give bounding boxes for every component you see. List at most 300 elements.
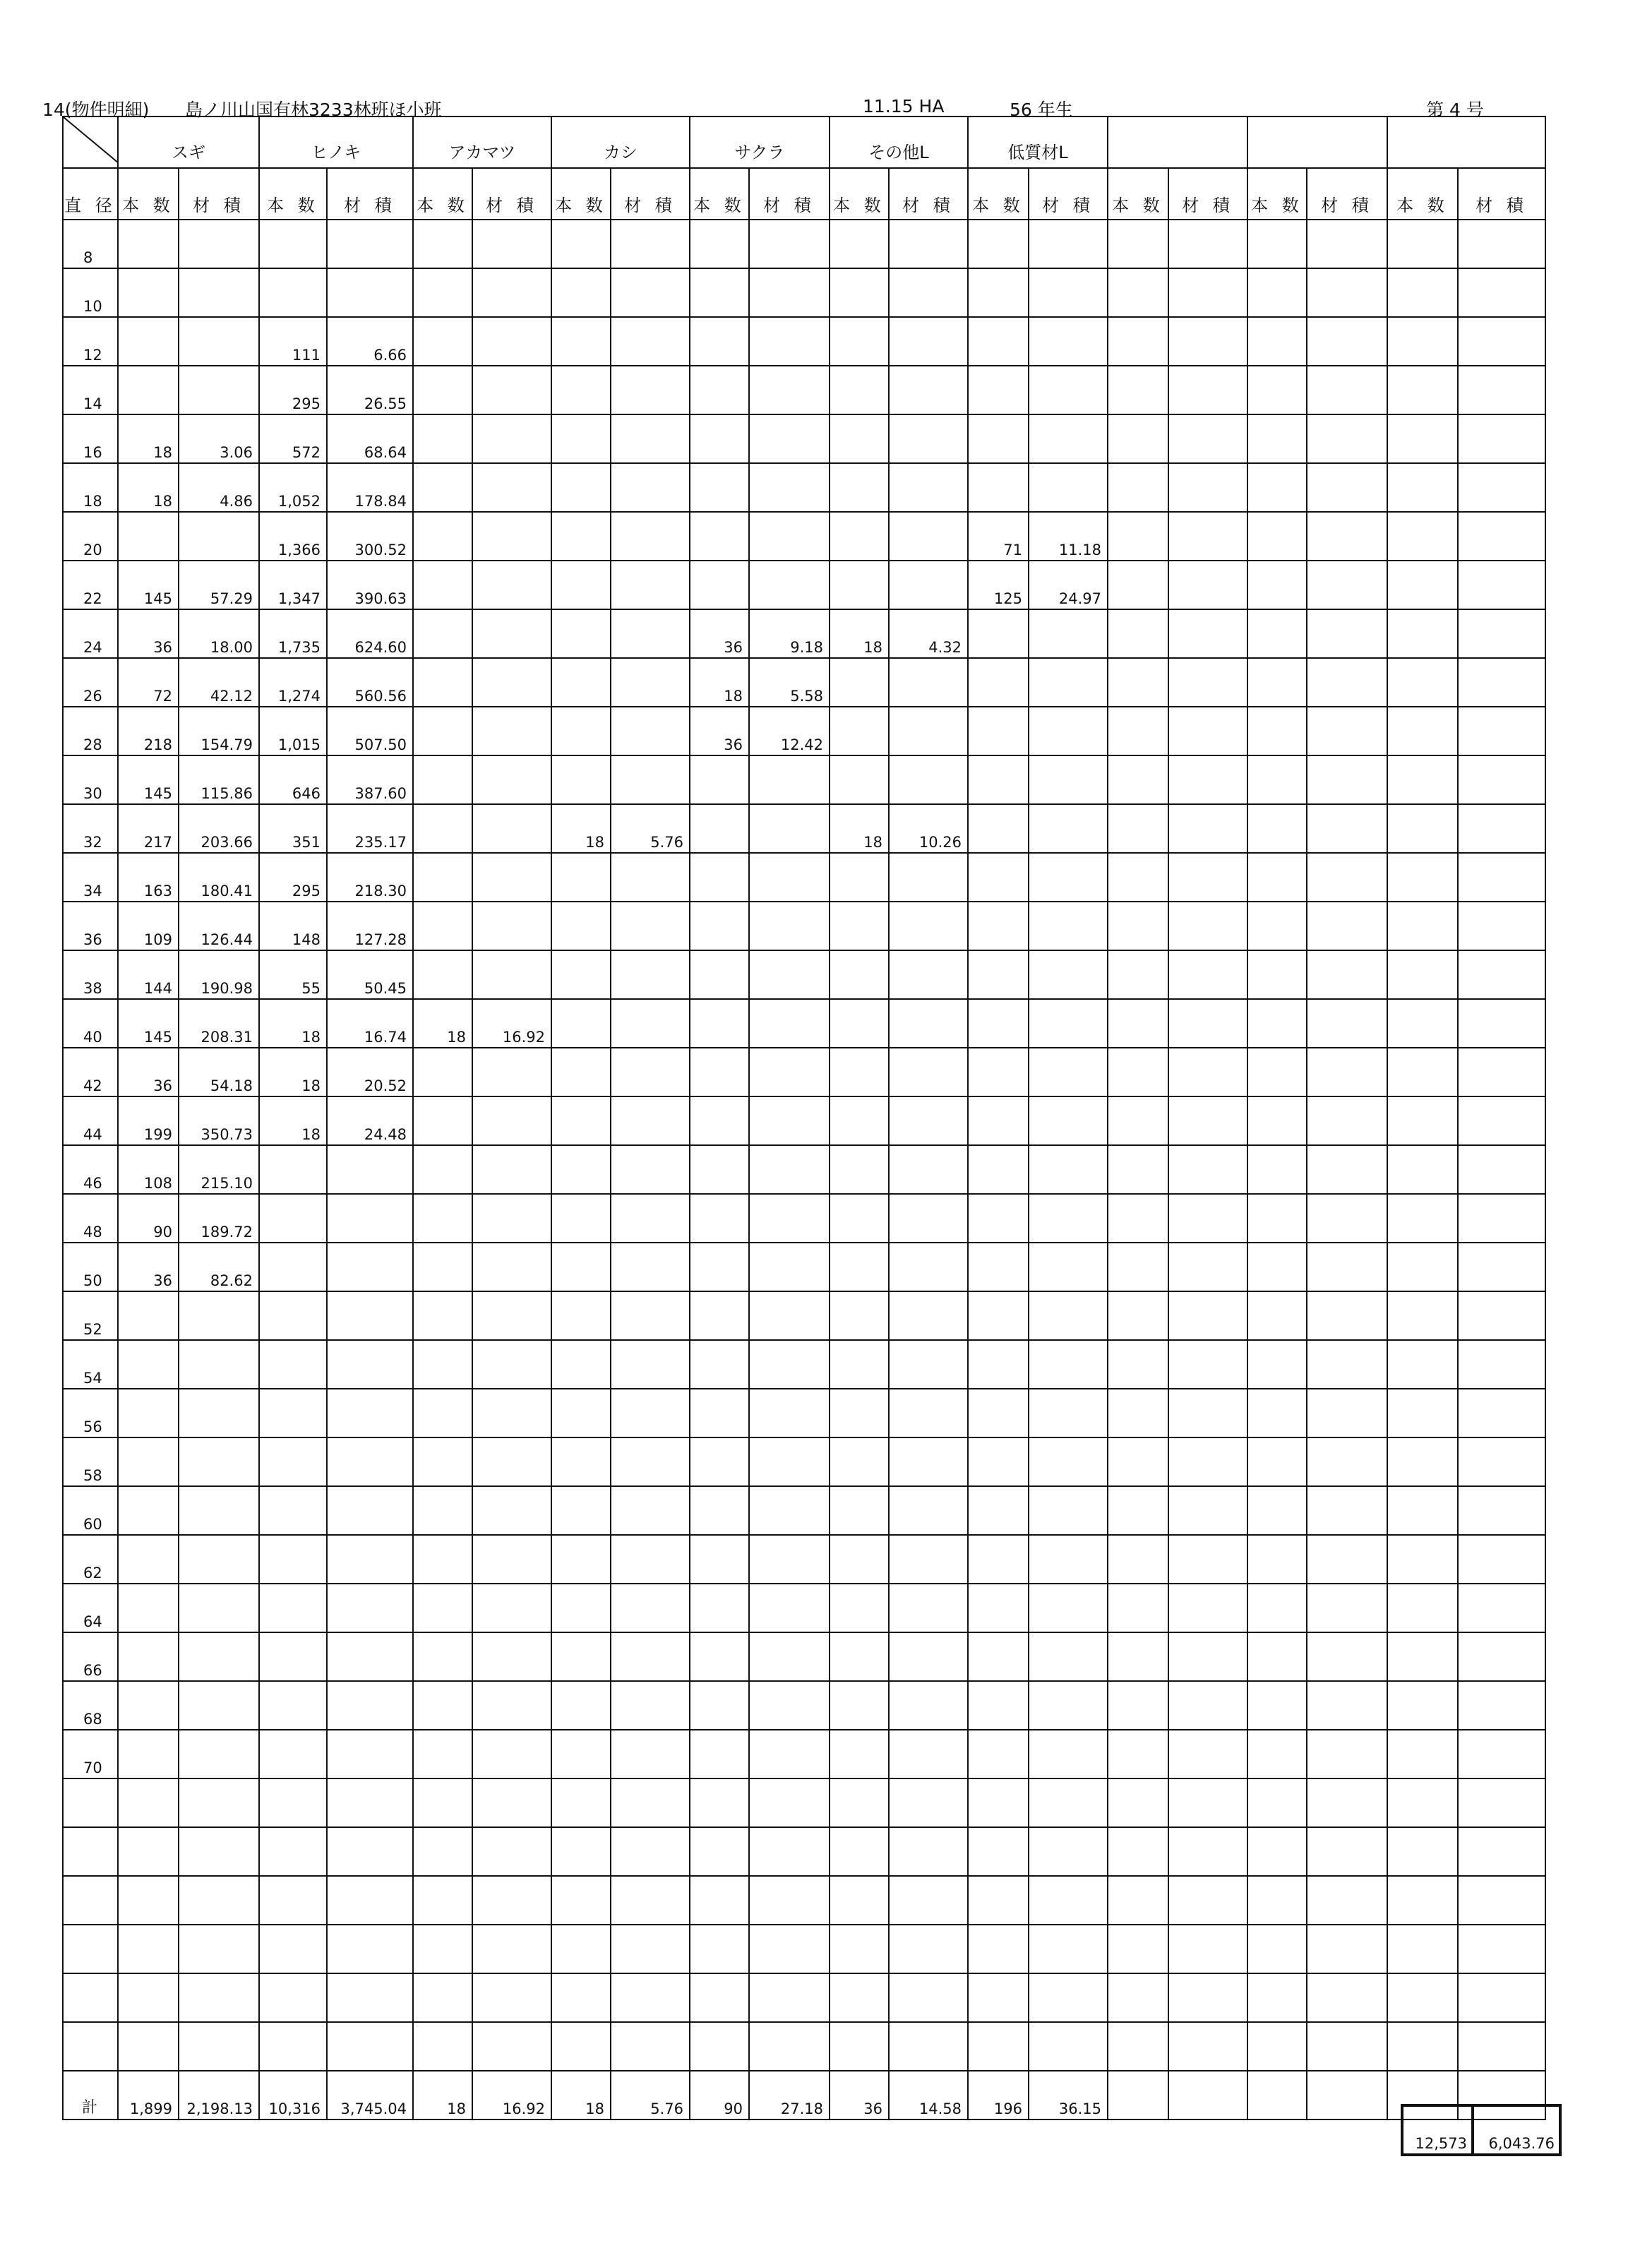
count-cell [551,1778,611,1827]
diameter-cell: 18 [63,463,118,512]
volume-cell [889,366,968,414]
volume-cell [611,1291,690,1340]
count-cell [1387,1389,1458,1437]
volume-cell [1029,853,1108,902]
count-cell [1247,463,1307,512]
volume-cell [749,902,830,950]
count-cell [690,1535,749,1584]
document-number: 第 4 号 [1426,100,1484,120]
stand-volume-table [62,116,1546,2120]
count-cell [413,2022,472,2071]
count-cell [968,1973,1029,2022]
diameter-cell [63,1827,118,1876]
count-cell [1108,1096,1168,1145]
volume-cell [611,1973,690,2022]
volume-cell [1307,1632,1387,1681]
count-cell: 36 [118,1243,179,1291]
table-row [63,366,1545,414]
count-cell [413,609,472,658]
volume-cell [1307,707,1387,755]
species-header [1108,116,1247,168]
count-cell [1108,1973,1168,2022]
volume-cell [1168,1876,1247,1925]
volume-cell [1458,1096,1545,1145]
volume-cell [1458,1145,1545,1194]
total-count-cell: 10,316 [259,2071,327,2120]
volume-cell [611,1584,690,1632]
volume-cell [1168,220,1247,268]
count-cell [1387,755,1458,804]
table-row [63,1389,1545,1437]
count-cell [690,1486,749,1535]
count-cell [968,999,1029,1048]
count-cell [1108,220,1168,268]
species-header: ヒノキ [259,116,413,168]
count-cell [830,463,889,512]
count-cell [1387,463,1458,512]
volume-cell [1307,1048,1387,1096]
count-cell [1387,561,1458,609]
table-row [63,1925,1545,1973]
volume-cell [611,1145,690,1194]
count-cell: 108 [118,1145,179,1194]
volume-cell [1168,2022,1247,2071]
table-row [63,1973,1545,2022]
count-cell [1108,1486,1168,1535]
count-cell [968,1681,1029,1730]
volume-cell [179,1925,259,1973]
count-cell [259,1535,327,1584]
volume-cell [1029,1194,1108,1243]
count-cell: 295 [259,366,327,414]
volume-cell [1307,658,1387,707]
volume-cell [1029,609,1108,658]
volume-cell [1029,463,1108,512]
volume-cell [1458,658,1545,707]
volume-cell [611,1925,690,1973]
count-cell [413,1876,472,1925]
count-cell [830,1048,889,1096]
count-cell [1387,1096,1458,1145]
location: 島ノ川山国有林3233林班ほ小班 [185,100,442,120]
volume-cell: 215.10 [179,1145,259,1194]
diameter-cell [63,1876,118,1925]
volume-cell [611,950,690,999]
volume-cell [472,1681,551,1730]
table-row [63,853,1545,902]
count-cell [968,853,1029,902]
count-cell [1108,902,1168,950]
count-cell [830,1243,889,1291]
count-cell [968,950,1029,999]
count-cell [1247,512,1307,561]
volume-cell [1307,1973,1387,2022]
volume-cell [749,1389,830,1437]
count-cell: 72 [118,658,179,707]
volume-header: 材 積 [749,168,830,220]
volume-cell: 6.66 [327,317,413,366]
count-cell [413,1632,472,1681]
count-cell [1247,1389,1307,1437]
count-cell [1247,804,1307,853]
volume-cell [1458,1486,1545,1535]
volume-cell: 235.17 [327,804,413,853]
total-count-cell: 196 [968,2071,1029,2120]
count-cell [830,1096,889,1145]
diameter-cell: 36 [63,902,118,950]
count-cell [413,414,472,463]
count-cell [830,1925,889,1973]
count-cell [830,1584,889,1632]
count-cell [413,220,472,268]
table-row [63,755,1545,804]
count-cell [1247,1681,1307,1730]
volume-cell [749,512,830,561]
volume-cell [611,609,690,658]
count-cell [1108,414,1168,463]
volume-cell [611,999,690,1048]
volume-cell [889,1632,968,1681]
volume-header: 材 積 [1029,168,1108,220]
count-cell [1387,999,1458,1048]
volume-cell [1458,561,1545,609]
diameter-cell: 68 [63,1681,118,1730]
count-cell [1108,950,1168,999]
count-cell [968,1584,1029,1632]
volume-cell [1029,268,1108,317]
volume-cell [1168,1194,1247,1243]
count-cell [690,1243,749,1291]
count-cell [1387,1048,1458,1096]
count-cell [1247,1145,1307,1194]
count-cell [259,1194,327,1243]
count-cell [551,268,611,317]
volume-cell [472,317,551,366]
count-cell [1108,1437,1168,1486]
count-cell [259,1145,327,1194]
count-cell [413,1194,472,1243]
volume-cell [611,414,690,463]
volume-cell [179,512,259,561]
volume-cell [749,317,830,366]
count-cell [968,902,1029,950]
count-cell [968,1730,1029,1778]
count-cell [118,220,179,268]
volume-cell [1029,1048,1108,1096]
volume-cell [889,1925,968,1973]
total-volume-cell: 36.15 [1029,2071,1108,2120]
volume-cell [472,1243,551,1291]
volume-cell [1168,463,1247,512]
count-cell [830,1194,889,1243]
volume-cell [1307,1096,1387,1145]
volume-cell: 350.73 [179,1096,259,1145]
count-cell [1108,1340,1168,1389]
count-cell: 572 [259,414,327,463]
volume-cell [327,1827,413,1876]
count-cell [968,1243,1029,1291]
count-cell [830,1437,889,1486]
volume-cell [1029,950,1108,999]
volume-cell [1307,220,1387,268]
volume-cell [472,950,551,999]
volume-cell [1029,999,1108,1048]
volume-cell: 54.18 [179,1048,259,1096]
count-cell [690,1827,749,1876]
volume-cell [472,658,551,707]
count-cell [551,1973,611,2022]
count-cell [830,1389,889,1437]
count-cell [968,1194,1029,1243]
volume-cell [472,1096,551,1145]
volume-cell [1168,1291,1247,1340]
diameter-header: 直 径 [63,168,118,220]
count-cell [551,1194,611,1243]
count-cell [968,707,1029,755]
volume-cell [749,999,830,1048]
volume-cell [889,1291,968,1340]
count-cell [259,1632,327,1681]
volume-cell: 24.48 [327,1096,413,1145]
volume-cell [1029,1291,1108,1340]
count-cell: 18 [118,414,179,463]
volume-cell [1168,853,1247,902]
count-cell [1247,1730,1307,1778]
count-cell [1108,1925,1168,1973]
count-cell [551,2022,611,2071]
total-count-cell: 36 [830,2071,889,2120]
volume-cell [1029,414,1108,463]
volume-cell [472,609,551,658]
count-cell: 144 [118,950,179,999]
count-cell [1108,268,1168,317]
table-row [63,902,1545,950]
count-cell: 646 [259,755,327,804]
table-row [63,1876,1545,1925]
volume-cell [1029,1730,1108,1778]
volume-cell [472,1389,551,1437]
count-cell [1247,1584,1307,1632]
count-cell [830,1632,889,1681]
count-cell [413,1584,472,1632]
volume-cell [889,755,968,804]
volume-cell [1307,1340,1387,1389]
volume-cell [1458,1243,1545,1291]
table-row [63,268,1545,317]
volume-cell [472,268,551,317]
volume-cell [1168,512,1247,561]
volume-cell: 387.60 [327,755,413,804]
volume-cell [611,1827,690,1876]
count-cell [413,707,472,755]
volume-cell [749,561,830,609]
count-cell [118,1389,179,1437]
count-cell [1108,1389,1168,1437]
count-cell [413,463,472,512]
volume-cell [179,268,259,317]
volume-cell [611,1681,690,1730]
count-cell [968,1437,1029,1486]
volume-cell [1458,268,1545,317]
volume-header: 材 積 [889,168,968,220]
volume-cell [1458,1778,1545,1827]
volume-cell [472,463,551,512]
count-cell [1108,1827,1168,1876]
volume-cell [749,366,830,414]
count-cell: 18 [690,658,749,707]
volume-cell [327,2022,413,2071]
volume-cell [1168,1730,1247,1778]
volume-cell [1029,1486,1108,1535]
count-cell [968,804,1029,853]
volume-cell: 57.29 [179,561,259,609]
count-cell [1387,1340,1458,1389]
total-label: 計 [63,2071,118,2120]
table-row [63,1096,1545,1145]
volume-cell [1029,1681,1108,1730]
count-cell: 18 [259,1096,327,1145]
species-header: カシ [551,116,690,168]
volume-cell: 115.86 [179,755,259,804]
count-cell [1247,1194,1307,1243]
volume-cell [1168,1681,1247,1730]
volume-cell: 4.32 [889,609,968,658]
volume-cell [472,2022,551,2071]
volume-cell [611,1389,690,1437]
total-volume-cell: 2,198.13 [179,2071,259,2120]
count-cell [1387,1437,1458,1486]
count-cell [1387,512,1458,561]
volume-cell [611,1632,690,1681]
diameter-cell: 64 [63,1584,118,1632]
volume-header: 材 積 [1168,168,1247,220]
volume-cell: 624.60 [327,609,413,658]
volume-cell [1307,804,1387,853]
volume-cell [1307,1681,1387,1730]
volume-cell [472,1973,551,2022]
count-cell [551,1827,611,1876]
volume-cell: 26.55 [327,366,413,414]
grand-total-box [1401,2104,1562,2156]
table-row [63,804,1545,853]
count-cell: 217 [118,804,179,853]
count-cell: 111 [259,317,327,366]
volume-cell [889,1827,968,1876]
volume-cell [1458,1730,1545,1778]
volume-cell [611,1243,690,1291]
tree-age: 56 年生 [1010,100,1073,120]
count-cell [1247,658,1307,707]
count-cell [259,220,327,268]
total-volume-cell: 27.18 [749,2071,830,2120]
volume-cell [1307,1194,1387,1243]
volume-cell [1307,1291,1387,1340]
volume-cell [749,1437,830,1486]
volume-cell [1029,317,1108,366]
diameter-cell: 50 [63,1243,118,1291]
count-cell [1247,1827,1307,1876]
volume-cell [327,1632,413,1681]
volume-cell [1168,707,1247,755]
volume-cell [1307,1437,1387,1486]
count-cell [1108,512,1168,561]
volume-cell [749,950,830,999]
volume-cell [1458,853,1545,902]
count-cell [1108,1681,1168,1730]
count-cell [118,1291,179,1340]
count-cell: 55 [259,950,327,999]
volume-cell: 203.66 [179,804,259,853]
count-cell [1247,2022,1307,2071]
count-cell [118,1486,179,1535]
table-row [63,512,1545,561]
volume-cell [889,1096,968,1145]
volume-cell: 42.12 [179,658,259,707]
volume-cell [472,366,551,414]
count-cell [118,268,179,317]
diameter-cell: 38 [63,950,118,999]
volume-cell [327,1194,413,1243]
volume-cell [1029,755,1108,804]
total-volume-cell [1307,2071,1387,2120]
volume-cell [1458,755,1545,804]
count-cell [551,1730,611,1778]
volume-cell [1168,1827,1247,1876]
volume-cell: 10.26 [889,804,968,853]
table-row [63,609,1545,658]
count-cell: 1,274 [259,658,327,707]
volume-cell [889,1194,968,1243]
count-cell: 18 [259,999,327,1048]
table-row [63,1437,1545,1486]
count-cell [1247,366,1307,414]
count-cell [968,220,1029,268]
count-cell: 71 [968,512,1029,561]
volume-cell [611,707,690,755]
count-cell [968,1048,1029,1096]
count-cell [968,1632,1029,1681]
volume-cell [1458,1535,1545,1584]
volume-cell [1458,1681,1545,1730]
diameter-cell: 8 [63,220,118,268]
volume-cell [472,804,551,853]
volume-cell [472,707,551,755]
corner-cell [63,116,118,168]
volume-cell [611,755,690,804]
count-cell [690,804,749,853]
volume-cell: 190.98 [179,950,259,999]
count-cell [1247,707,1307,755]
count-cell [968,366,1029,414]
count-cell [1247,561,1307,609]
count-cell [968,1486,1029,1535]
diameter-cell: 66 [63,1632,118,1681]
volume-cell [1307,1730,1387,1778]
count-cell [1387,1973,1458,2022]
table-row [63,1632,1545,1681]
count-cell: 109 [118,902,179,950]
volume-cell [327,1535,413,1584]
volume-cell [1168,902,1247,950]
volume-cell [611,1876,690,1925]
volume-cell [749,1925,830,1973]
count-cell [118,1925,179,1973]
volume-cell [1307,1925,1387,1973]
diameter-cell: 46 [63,1145,118,1194]
count-cell [1108,1243,1168,1291]
volume-cell [1307,1778,1387,1827]
diameter-cell: 54 [63,1340,118,1389]
